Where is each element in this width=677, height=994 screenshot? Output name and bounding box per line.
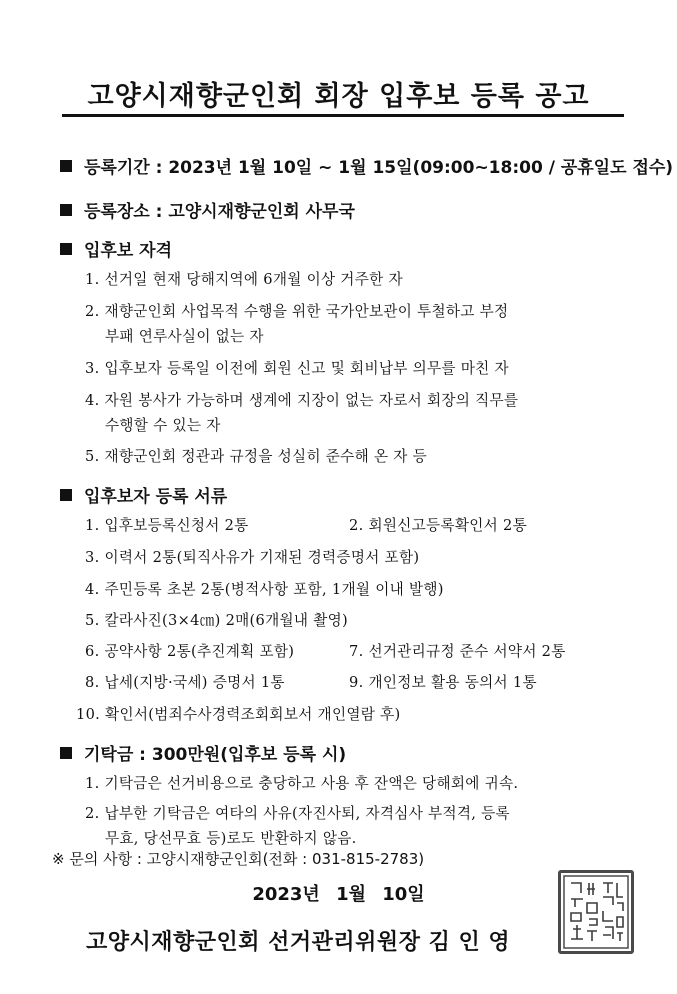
documents-heading: 입후보자 등록 서류	[84, 487, 228, 507]
document-item: 3. 이력서 2통(퇴직사유가 기재된 경력증명서 포함)	[85, 549, 420, 566]
signatory: 고양시재향군인회 선거관리위원장 김 인 영	[86, 930, 511, 955]
registration-place-row	[60, 197, 355, 222]
square-bullet-icon	[60, 243, 72, 255]
qualification-heading-row	[60, 236, 172, 261]
deposit-line: 2. 납부한 기탁금은 여타의 사유(자진사퇴, 자격심사 부적격, 등록	[85, 805, 510, 822]
qualification-line: 수행할 수 있는 자	[105, 417, 221, 434]
official-seal	[558, 870, 634, 954]
qualification-line: 3. 입후보자 등록일 이전에 회원 신고 및 회비납부 의무를 마친 자	[85, 360, 509, 377]
registration-place: 등록장소 : 고양시재향군인회 사무국	[84, 202, 355, 222]
qualification-heading: 입후보 자격	[84, 241, 173, 261]
document-item: 2. 회원신고등록확인서 2통	[349, 517, 527, 534]
qualification-line: 부패 연루사실이 없는 자	[105, 328, 264, 345]
document-item: 8. 납세(지방·국세) 증명서 1통	[85, 674, 285, 691]
square-bullet-icon	[60, 160, 72, 172]
square-bullet-icon	[60, 489, 72, 501]
square-bullet-icon	[60, 747, 72, 759]
inquiry-note: ※ 문의 사항 : 고양시재향군인회(전화 : 031-815-2783)	[52, 850, 425, 868]
document-item: 4. 주민등록 초본 2통(병적사항 포함, 1개월 이내 발행)	[85, 581, 444, 598]
qualification-line: 1. 선거일 현재 당해지역에 6개월 이상 거주한 자	[85, 271, 403, 288]
document-item: 1. 입후보등록신청서 2통	[85, 517, 249, 534]
deposit-line: 1. 기탁금은 선거비용으로 충당하고 사용 후 잔액은 당해회에 귀속.	[85, 775, 519, 792]
document-item: 7. 선거관리규정 준수 서약서 2통	[349, 643, 566, 660]
document-item: 5. 칼라사진(3×4㎝) 2매(6개월내 촬영)	[85, 612, 349, 629]
deposit-heading-row	[60, 740, 346, 765]
deposit-heading: 기탁금 : 300만원(입후보 등록 시)	[84, 745, 347, 765]
qualification-line: 4. 자원 봉사가 가능하며 생계에 지장이 없는 자로서 회장의 직무를	[85, 392, 519, 409]
title-underline	[62, 114, 624, 117]
qualification-line: 5. 재향군인회 정관과 규정을 성실히 준수해 온 자 등	[85, 448, 427, 465]
documents-heading-row	[60, 482, 227, 507]
registration-period-row	[60, 153, 673, 178]
registration-period: 등록기간 : 2023년 1월 10일 ~ 1월 15일(09:00~18:00 / 공휴일도 접수)	[84, 158, 674, 178]
document-item: 10. 확인서(범죄수사경력조회회보서 개인열람 후)	[76, 706, 401, 723]
notice-date: 2023년 1월 10일	[252, 884, 425, 905]
qualification-line: 2. 재향군인회 사업목적 수행을 위한 국가안보관이 투철하고 부정	[85, 303, 509, 320]
notice-title: 고양시재향군인회 회장 입후보 등록 공고	[87, 81, 590, 112]
document-item: 6. 공약사항 2통(추진계획 포함)	[85, 643, 295, 660]
deposit-line: 무효, 당선무효 등)로도 반환하지 않음.	[105, 830, 357, 847]
square-bullet-icon	[60, 204, 72, 216]
document-item: 9. 개인정보 활용 동의서 1통	[349, 674, 537, 691]
